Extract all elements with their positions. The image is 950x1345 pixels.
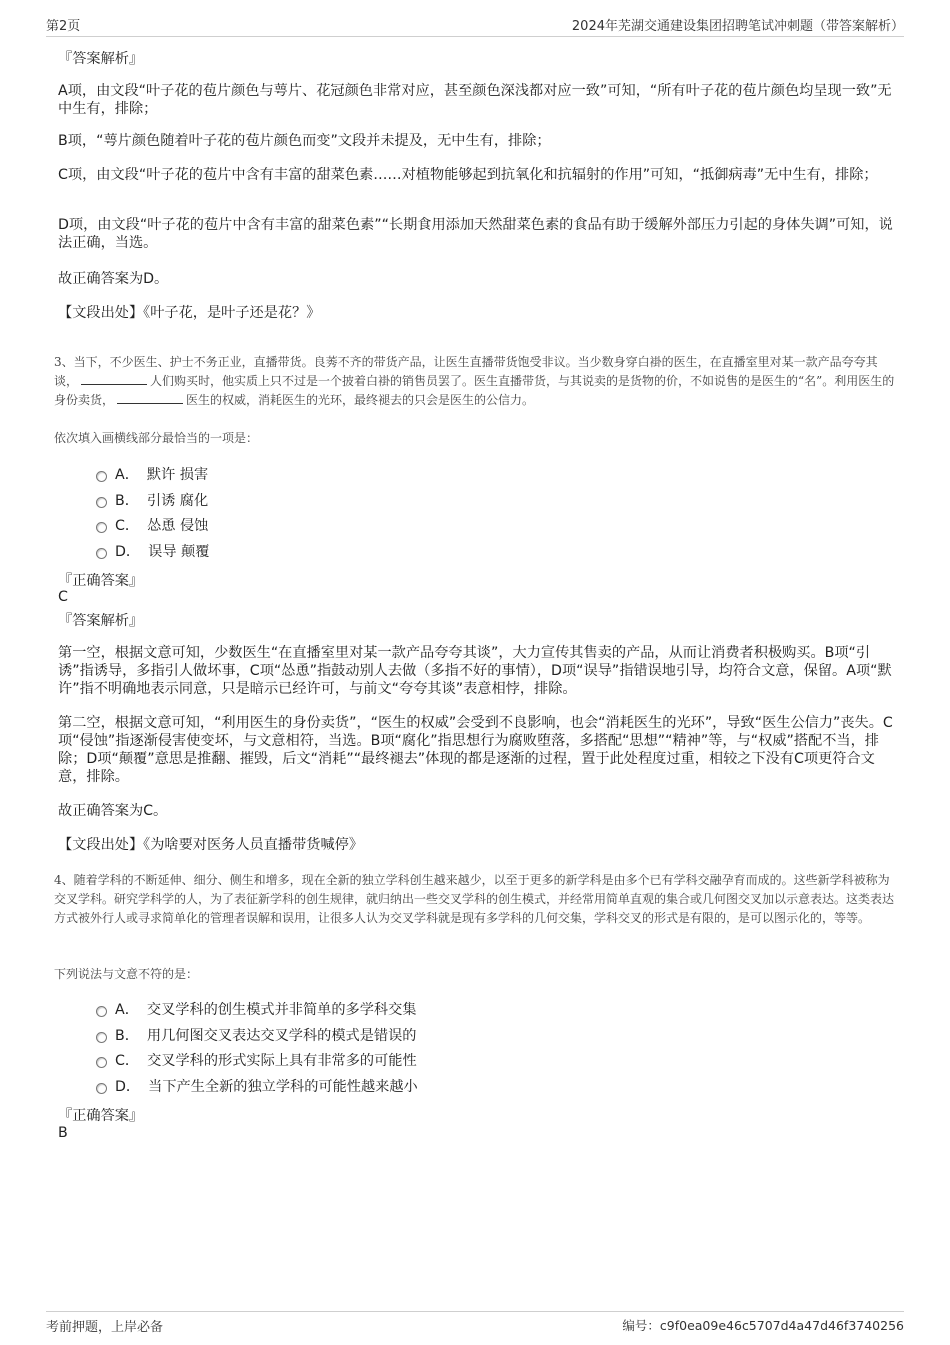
radio-button[interactable] bbox=[96, 471, 107, 482]
analysis-paragraph-b: B项，“萼片颜色随着叶子花的苞片颜色而变”文段并未提及，无中生有，排除； bbox=[58, 133, 551, 149]
footer-slogan: 考前押题，上岸必备 bbox=[46, 1319, 164, 1335]
option-b[interactable]: B． 用几何图交叉表达交叉学科的模式是错误的 bbox=[96, 1025, 417, 1045]
document-title: 2024年芜湖交通建设集团招聘笔试冲刺题（带答案解析） bbox=[571, 19, 904, 34]
radio-button[interactable] bbox=[96, 1083, 107, 1094]
question-3-stem: 3、当下，不少医生、护士不务正业，直播带货。良莠不齐的带货产品，让医生直播带货饱受非议。当少数身穿白褂的医生，在直播室里对某一款产品夸夸其谈， 人们购买时，他实质上只不过是一个披着白褂的销售员罢了。医生直播带货，与其说卖的是货物的价，不如说售的是医生的“名”。利用医生的身份卖货， 医生的权威，消耗医生的光环，最终褪去的只会是医生的公信力。 bbox=[54, 355, 895, 407]
analysis-paragraph-1: 第一空，根据文意可知，少数医生“在直播室里对某一款产品夸夸其谈”，大力宣传其售卖的产品，从而让消费者积极购买。B项“引诱”指诱导，多指引人做坏事，C项“怂恿”指鼓动别人去做（多指不好的事情），D项“误导”指错误地引导，均符合文意，保留。A项“默许”指不明确地表示同意，只是暗示已经许可，与前文“夸夸其谈”表意相悖，排除。 bbox=[58, 645, 892, 697]
analysis-label: 『答案解析』 bbox=[58, 51, 144, 67]
option-a[interactable]: A． 交叉学科的创生模式并非简单的多学科交集 bbox=[96, 999, 416, 1019]
correct-answer-label: 『正确答案』 bbox=[58, 1108, 144, 1124]
correct-answer: C bbox=[58, 589, 68, 605]
question-3-prompt: 依次填入画横线部分最恰当的一项是： bbox=[54, 431, 259, 445]
blank-1 bbox=[81, 372, 147, 385]
analysis-paragraph-c: C项，由文段“叶子花的苞片中含有丰富的甜菜色素……对植物能够起到抗氧化和抗辐射的作用”可知，“抵御病毒”无中生有，排除； bbox=[58, 167, 878, 183]
radio-button[interactable] bbox=[96, 1032, 107, 1043]
correct-answer: B bbox=[58, 1125, 68, 1141]
option-a[interactable]: A． 默许 损害 bbox=[96, 464, 208, 484]
answer-conclusion: 故正确答案为C。 bbox=[58, 803, 168, 819]
page-header bbox=[46, 12, 904, 37]
analysis-paragraph-2: 第二空，根据文意可知，“利用医生的身份卖货”，“医生的权威”会受到不良影响，也会“消耗医生的光环”，导致“医生公信力”丧失。C项“侵蚀”指逐渐侵害使变坏，与文意相符，当选。B项“腐化”指思想行为腐败堕落，多搭配“思想”“精神”等，与“权威”搭配不当，排除；D项“颠覆”意思是推翻、摧毁，后文“消耗”“最终褪去”体现的都是逐渐的过程，置于此处程度过重，相较之下没有C项更符合文意，排除。 bbox=[58, 715, 893, 785]
option-d[interactable]: D． 当下产生全新的独立学科的可能性越来越小 bbox=[96, 1076, 418, 1096]
source-citation: 【文段出处】《为啥要对医务人员直播带货喊停》 bbox=[58, 837, 364, 853]
blank-2 bbox=[117, 391, 183, 404]
page-number: 第2页 bbox=[46, 19, 81, 34]
radio-button[interactable] bbox=[96, 522, 107, 533]
radio-button[interactable] bbox=[96, 497, 107, 508]
radio-button[interactable] bbox=[96, 1006, 107, 1017]
option-c[interactable]: C． 交叉学科的形式实际上具有非常多的可能性 bbox=[96, 1050, 417, 1070]
option-c[interactable]: C． 怂恿 侵蚀 bbox=[96, 515, 208, 535]
correct-answer-label: 『正确答案』 bbox=[58, 573, 144, 589]
option-d[interactable]: D． 误导 颠覆 bbox=[96, 541, 209, 561]
analysis-label: 『答案解析』 bbox=[58, 613, 144, 629]
radio-button[interactable] bbox=[96, 1057, 107, 1068]
question-4-stem: 4、随着学科的不断延伸、细分、侧生和增多，现在全新的独立学科创生越来越少，以至于更多的新学科是由多个已有学科交融孕育而成的。这些新学科被称为交叉学科。研究学科学的人，为了表征新学科的创生规律，就归纳出一些交叉学科的创生模式，并经常用简单直观的集合或几何图交叉加以示意表达。这类表达方式被外行人或寻求简单化的管理者误解和误用，让很多人认为交叉学科就是现有多学科的几何交集，学科交叉的形式是有限的，是可以图示化的，等等。 bbox=[54, 873, 895, 925]
analysis-paragraph-d: D项，由文段“叶子花的苞片中含有丰富的甜菜色素”“长期食用添加天然甜菜色素的食品有助于缓解外部压力引起的身体失调”可知，说法正确，当选。 bbox=[58, 217, 893, 251]
answer-conclusion: 故正确答案为D。 bbox=[58, 271, 169, 287]
option-b[interactable]: B． 引诱 腐化 bbox=[96, 490, 208, 510]
analysis-paragraph-a: A项，由文段“叶子花的苞片颜色与萼片、花冠颜色非常对应，甚至颜色深浅都对应一致”可知，“所有叶子花的苞片颜色均呈现一致”无中生有，排除； bbox=[58, 83, 892, 117]
radio-button[interactable] bbox=[96, 548, 107, 559]
page-footer bbox=[46, 1311, 904, 1338]
document-code: 编号：c9f0ea09e46c5707d4a47d46f3740256 bbox=[622, 1318, 904, 1333]
source-citation: 【文段出处】《叶子花，是叶子还是花？》 bbox=[58, 305, 321, 321]
question-4-prompt: 下列说法与文意不符的是： bbox=[54, 967, 199, 981]
